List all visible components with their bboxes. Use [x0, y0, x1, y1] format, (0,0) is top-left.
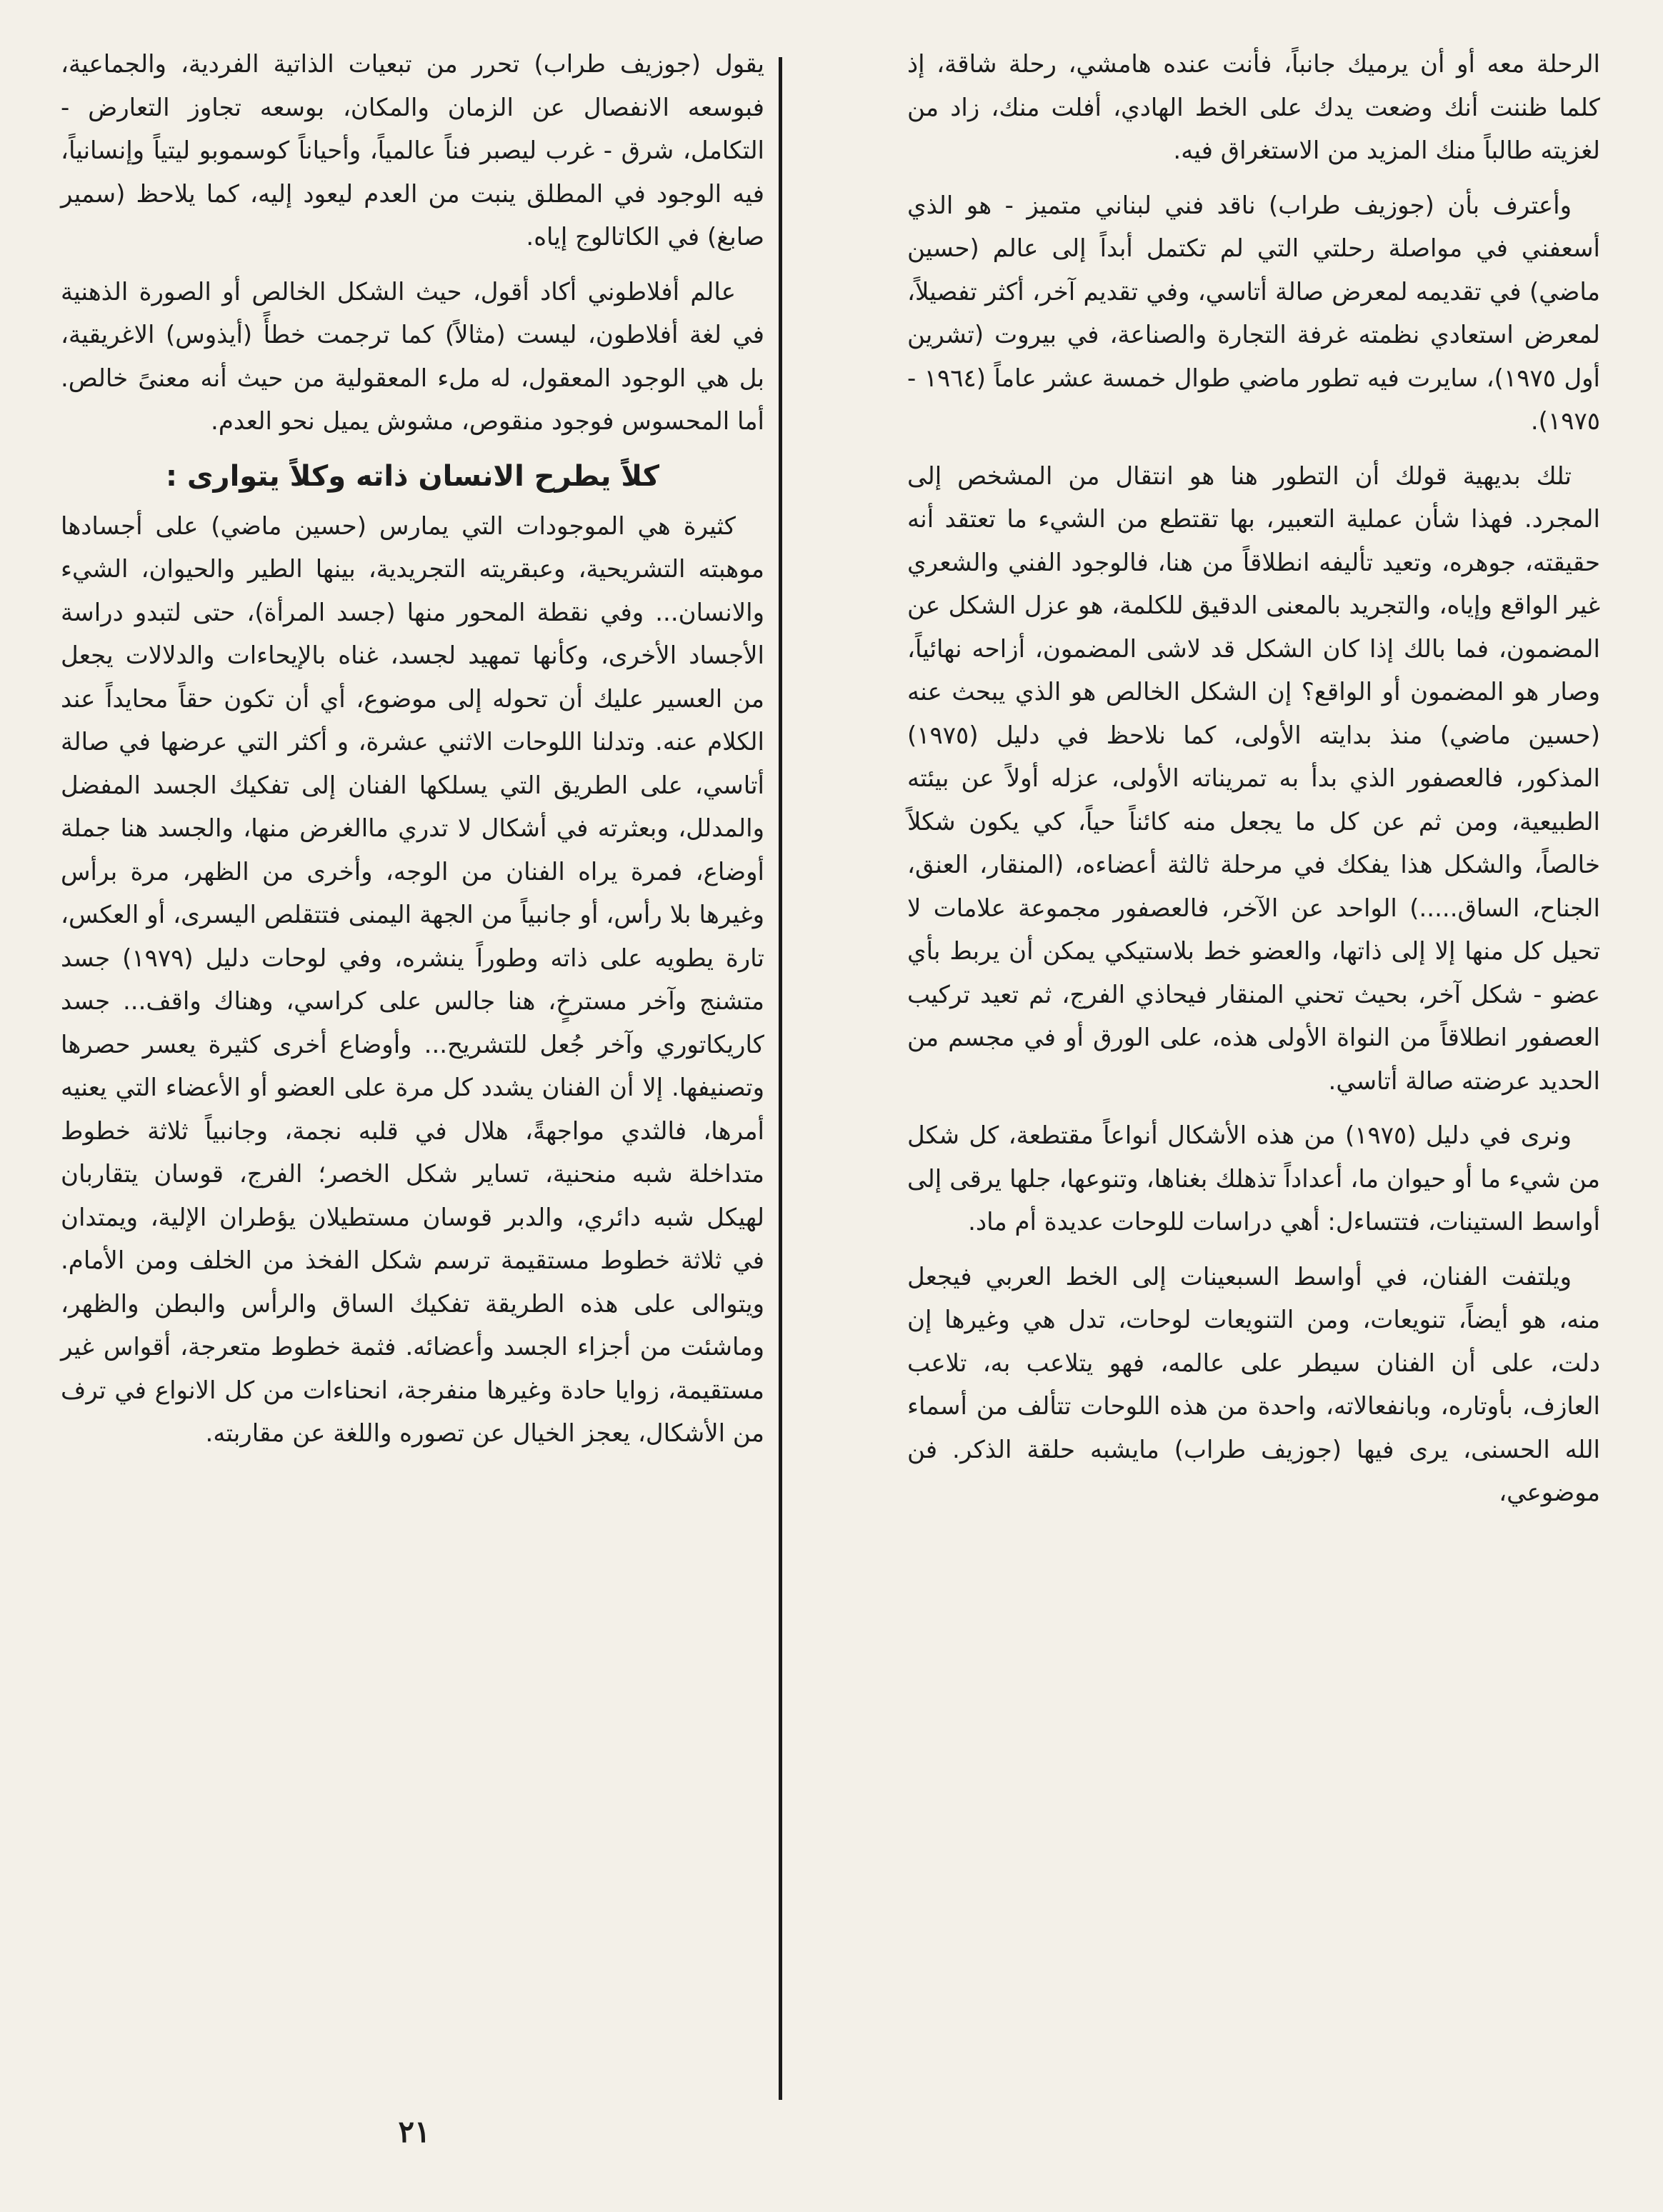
paragraph: وأعترف بأن (جوزيف طراب) ناقد فني لبناني متميز - هو الذي أسعفني في مواصلة رحلتي التي لم تكتمل أبداً إلى عالم (حسين ماضي) في تقديمه لمعرض صالة أتاسي، وفي تقديم آخر، أكثر تفصيلاً، لمعرض استعادي نظمته غرفة التجارة والصناعة، في بيروت (تشرين أول ١٩٧٥)، سايرت فيه تطور ماضي طوال خمسة عشر عاماً (١٩٦٤ - ١٩٧٥). [907, 191, 1601, 436]
section-subheading: كلاً يطرح الانسان ذاته وكلاً يتوارى : [165, 459, 660, 493]
left-column [61, 43, 764, 1467]
paragraph: تلك بديهية قولك أن التطور هنا هو انتقال من المشخص إلى المجرد. فهذا شأن عملية التعبير، بها تقتطع من الشيء ما تعتقد أنه حقيقته، جوهره، وتعيد تأليفه انطلاقاً من هنا، فالوجود الفني والشعري غير الواقع وإياه، والتجريد بالمعنى الدقيق للكلمة، هو عزل الشكل عن المضمون، فما بالك إذا كان الشكل قد لاشى المضمون، أزاحه نهائياً، وصار هو المضمون أو الواقع؟ إن الشكل الخالص هو الذي يبحث عنه (حسين ماضي) منذ بدايته الأولى، كما نلاحظ في دليل (١٩٧٥) المذكور، فالعصفور الذي بدأ به تمريناته الأولى، عزله أولاً عن بيئته الطبيعية، ومن ثم عن كل ما يجعل منه كائناً حياً، كي يكون شكلاً خالصاً، والشكل هذا يفكك في مرحلة ثالثة أعضاءه، (المنقار، العنق، الجناح، الساق.....) الواحد عن الآخر، فالعصفور مجموعة علامات لا تحيل كل منها إلا إلى ذاتها، والعضو خط بلاستيكي يمكن أن يربط بأي عضو - شكل آخر، بحيث تحني المنقار فيحاذي الفرج، ثم تعيد تركيب العصفور انطلاقاً من النواة الأولى هذه، على الورق أو في مجسم من الحديد عرضته صالة أتاسي. [907, 461, 1600, 1096]
page-number: ٢١ [398, 2114, 431, 2149]
paragraph: عالم أفلاطوني أكاد أقول، حيث الشكل الخالص أو الصورة الذهنية في لغة أفلاطون، ليست (مثالاً) كما ترجمت خطأً (أيذوس) الاغريقية، بل هي الوجود المعقول، له ملء المعقولية من حيث أنه معنىً خالص. أما المحسوس فوجود منقوص، مشوش يميل نحو العدم. [61, 277, 764, 436]
column-divider [779, 57, 782, 2100]
paragraph: ويلتفت الفنان، في أواسط السبعينات إلى الخط العربي فيجعل منه، هو أيضاً، تنويعات، ومن التنويعات لوحات، تدل هي وغيرها إن دلت، على أن الفنان سيطر على عالمه، فهو يتلاعب به، تلاعب العازف، بأوتاره، وبانفعالاته، واحدة من هذه اللوحات تتألف من أسماء الله الحسنى، يرى فيها (جوزيف طراب) مايشبه حلقة الذكر. فن موضوعي، [907, 1262, 1600, 1507]
paragraph: ونرى في دليل (١٩٧٥) من هذه الأشكال أنواعاً مقتطعة، كل شكل من شيء ما أو حيوان ما، أعداداً تذهلك بغناها، وتنوعها، جلها يرقى إلى أواسط الستينات، فتتساءل: أهي دراسات للوحات عديدة أم ماد. [907, 1121, 1600, 1236]
right-column [907, 43, 1600, 1526]
paragraph: يقول (جوزيف طراب) تحرر من تبعيات الذاتية الفردية، والجماعية، فبوسعه الانفصال عن الزمان والمكان، بوسعه تجاوز التعارض - التكامل، شرق - غرب ليصبر فناً عالمياً، وأحياناً كوسموبو ليتياً وإنسانياً، فيه الوجود في المطلق ينبت من العدم ليعود إليه، كما يلاحظ (سمير صابغ) في الكاتالوج إياه. [61, 50, 764, 251]
paragraph: الرحلة معه أو أن يرميك جانباً، فأنت عنده هامشي، رحلة شاقة، إذ كلما ظننت أنك وضعت يدك على الخط الهادي، أفلت منك، زاد من لغزيته طالباً منك المزيد من الاستغراق فيه. [907, 50, 1600, 165]
paragraph: كثيرة هي الموجودات التي يمارس (حسين ماضي) على أجسادها موهبته التشريحية، وعبقريته التجريدية، بينها الطير والحيوان، الشيء والانسان... وفي نقطة المحور منها (جسد المرأة)، حتى لتبدو دراسة الأجساد الأخرى، وكأنها تمهيد لجسد، غناه بالإيحاءات والدلالات يجعل من العسير عليك أن تحوله إلى موضوع، أي أن تكون حقاً محايداً عند الكلام عنه. وتدلنا اللوحات الاثني عشرة، و أكثر التي عرضها في صالة أتاسي، على الطريق التي يسلكها الفنان إلى تفكيك الجسد المفضل والمدلل، وبعثرته في أشكال لا تدري ماالغرض منها، والجسد هنا جملة أوضاع، فمرة يراه الفنان من الوجه، وأخرى من الظهر، مرة برأس وغيرها بلا رأس، أو جانبياً من الجهة اليمنى فتتقلص اليسرى، أو العكس، تارة يطويه على ذاته وطوراً ينشره، وفي لوحات دليل (١٩٧٩) جسد متشنج وآخر مسترخٍ، هنا جالس على كراسي، وهناك واقف... جسد كاريكاتوري وآخر جُعل للتشريح... وأوضاع أخرى كثيرة يعسر حصرها وتصنيفها. إلا أن الفنان يشدد كل مرة على العضو أو الأعضاء التي يعنيه أمرها، فالثدي مواجهةً، هلال في قلبه نجمة، وجانبياً ثلاثة خطوط متداخلة شبه منحنية، تساير شكل الخصر؛ الفرج، قوسان يتقاربان لهيكل شبه دائري، والدبر قوسان مستطيلان يؤطران الإلية، ويمتدان في ثلاثة خطوط مستقيمة ترسم شكل الفخذ من الخلف ومن الأمام. ويتوالى على هذه الطريقة تفكيك الساق والرأس والبطن والظهر، وماشئت من أجزاء الجسد وأعضائه. فثمة خطوط متعرجة، أقواس غير مستقيمة، زوايا حادة وغيرها منفرجة، انحناءات من كل الانواع في ترف من الأشكال، يعجز الخيال عن تصوره واللغة عن مقاربته. [61, 511, 764, 1448]
